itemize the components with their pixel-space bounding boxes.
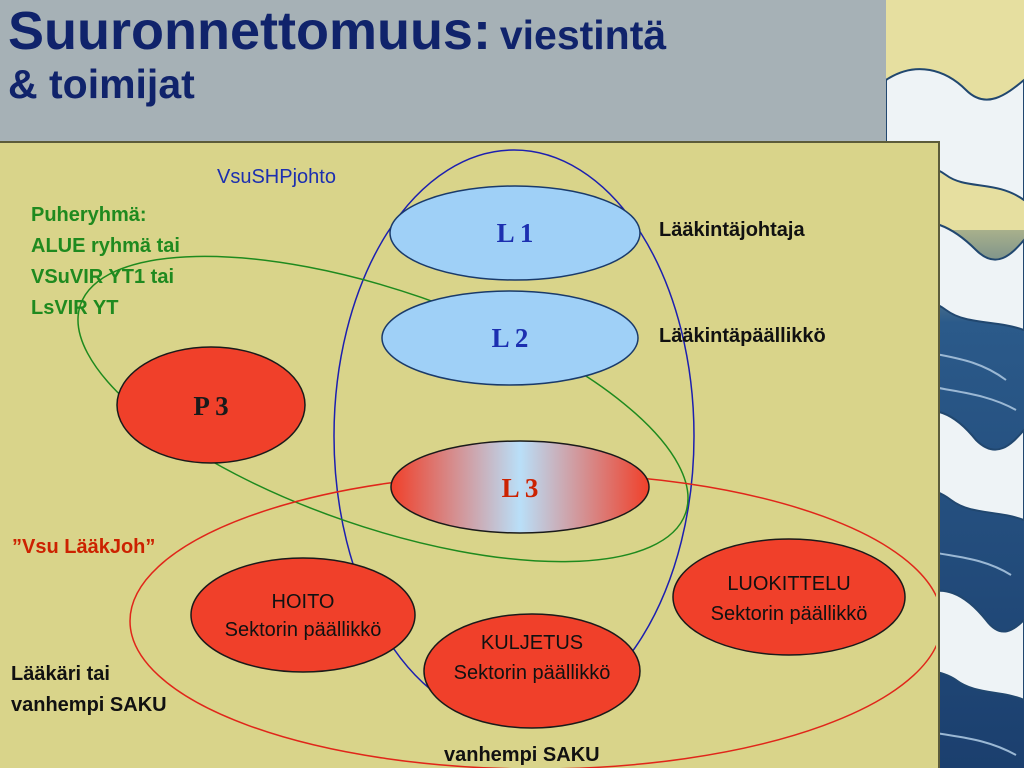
- label-puheryhma-line1: Puheryhmä:: [31, 204, 147, 226]
- title-sub: viestintä: [499, 12, 667, 58]
- slide-title: [8, 1, 667, 107]
- label-vsushpjohto: VsuSHPjohto: [217, 166, 336, 188]
- node-p3-label: P 3: [193, 391, 229, 421]
- label-laakintapaallikko: Lääkintäpäällikkö: [659, 325, 826, 347]
- node-hoito-line2: Sektorin päällikkö: [224, 619, 382, 641]
- label-laakintajohtaja: Lääkintäjohtaja: [659, 219, 805, 241]
- org-diagram: [0, 143, 936, 768]
- label-puheryhma-line3: VSuVIR YT1 tai: [31, 266, 175, 288]
- label-puheryhma-line2: ALUE ryhmä tai: [31, 235, 180, 257]
- node-kuljetus-line2: Sektorin päällikkö: [453, 662, 611, 684]
- diagram-area: [0, 141, 940, 768]
- node-hoito: [191, 558, 415, 672]
- node-l1: [390, 186, 640, 280]
- label-vanhempi-saku: vanhempi SAKU: [444, 744, 600, 766]
- node-kuljetus-line1: KULJETUS: [480, 632, 584, 654]
- node-kuljetus: [424, 614, 640, 728]
- title-main: Suuronnettomuus:: [8, 1, 491, 61]
- node-p3: [117, 347, 305, 463]
- title-line2: & toimijat: [8, 61, 195, 107]
- label-vsu-laakjoh: ”Vsu LääkJoh”: [12, 536, 156, 558]
- label-laakari-line2: vanhempi SAKU: [11, 694, 167, 716]
- title-bar: [0, 0, 886, 140]
- node-l2-label: L 2: [491, 323, 529, 353]
- node-hoito-line1: HOITO: [271, 591, 335, 613]
- node-l3: [391, 441, 649, 533]
- label-puheryhma-line4: LsVIR YT: [31, 297, 119, 319]
- node-l2: [382, 291, 638, 385]
- node-luokittelu: [673, 539, 905, 655]
- node-luokittelu-line1: LUOKITTELU: [727, 573, 851, 595]
- node-l3-label: L 3: [501, 473, 539, 503]
- label-laakari-line1: Lääkäri tai: [11, 663, 110, 685]
- node-luokittelu-line2: Sektorin päällikkö: [710, 603, 868, 625]
- node-l1-label: L 1: [496, 218, 534, 248]
